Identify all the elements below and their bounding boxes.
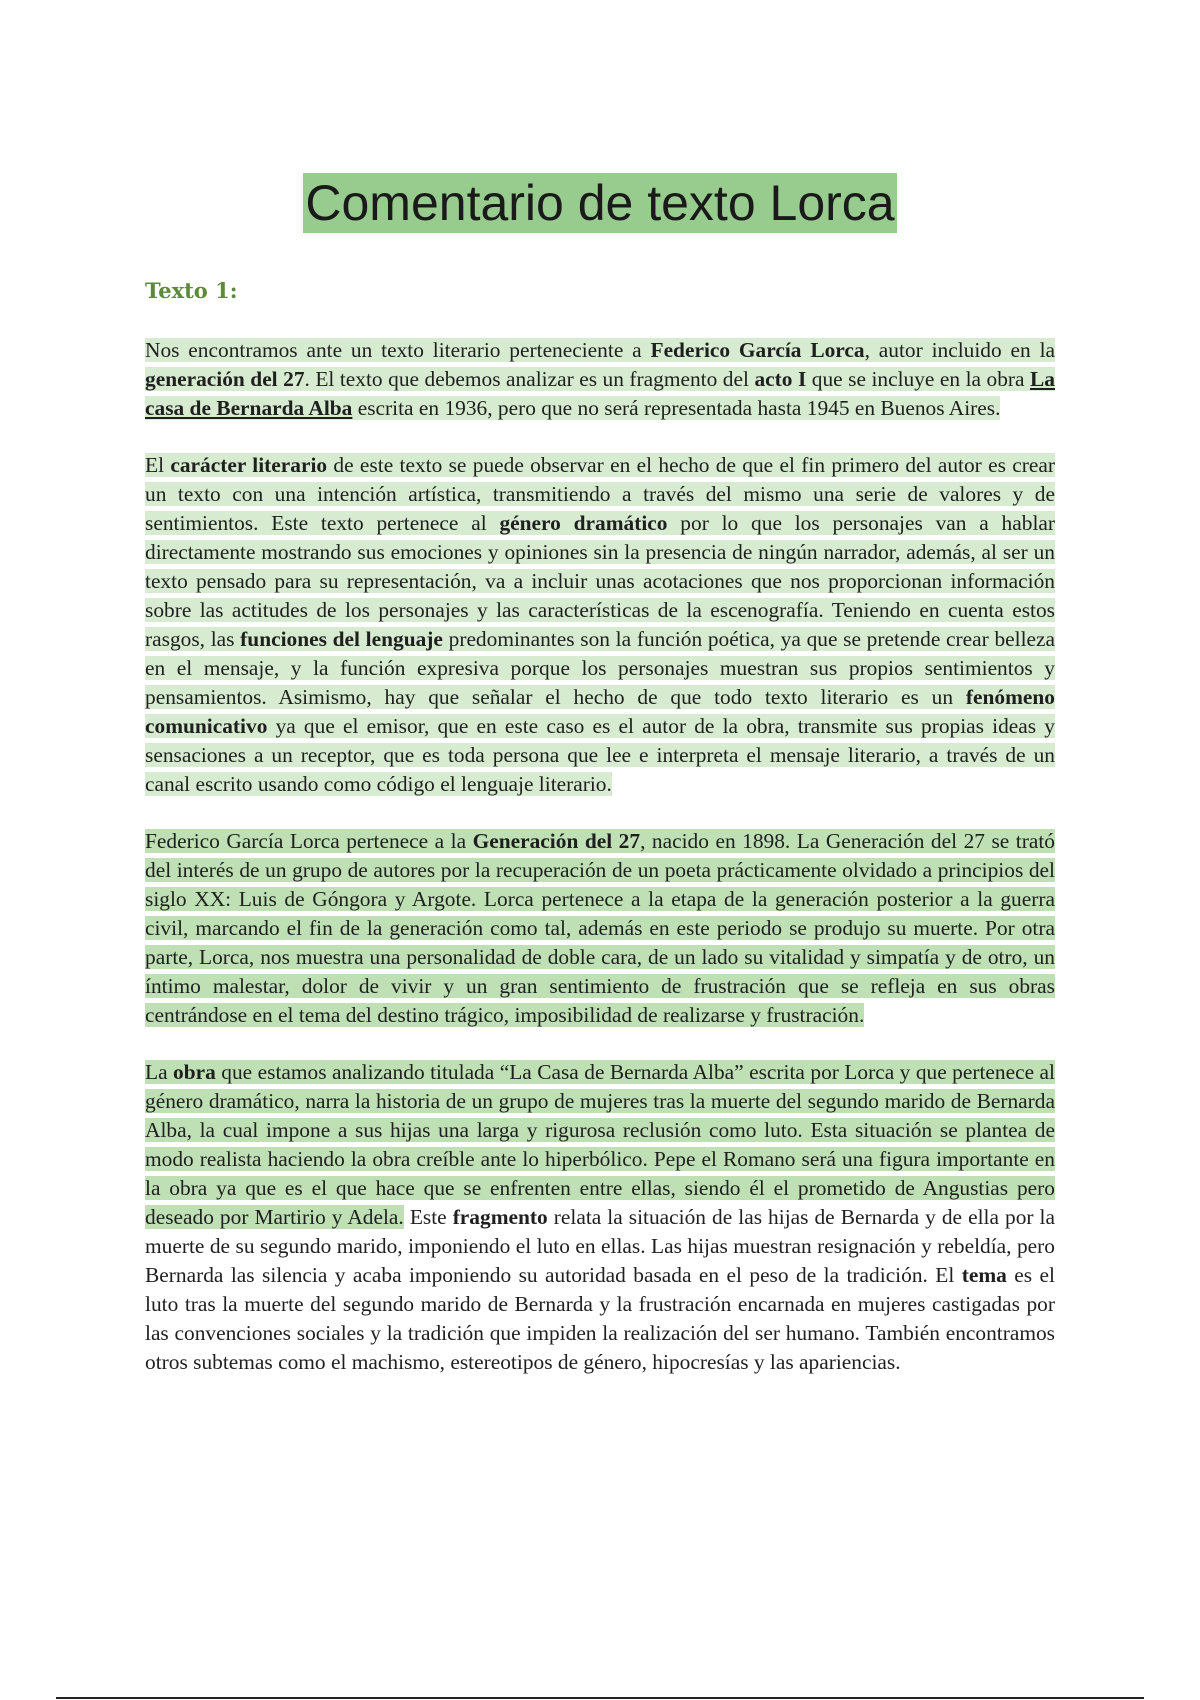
paragraph-intro — [145, 336, 1055, 423]
bold-generation: generación del 27 — [145, 367, 305, 391]
text-run: Nos encontramos ante un texto literario perteneciente a — [145, 338, 651, 362]
bold-work-title: La casa de Bernarda Alba — [145, 367, 1055, 420]
bold-fragment: fragmento — [452, 1205, 548, 1229]
bold-theme: tema — [961, 1263, 1007, 1287]
bold-language-functions: funciones del lenguaje — [240, 627, 443, 651]
bold-author: Federico García Lorca — [650, 338, 865, 362]
title-wrapper — [0, 173, 1200, 233]
paragraph-generation — [145, 827, 1055, 1030]
text-run: por lo que los personajes van a hablar directamente mostrando sus emociones y opiniones sin la presencia de ningún narrador, además, al ser un texto pensado para su representación, va a incluir unas acotaciones que nos proporcionan información sobre las actitudes de los personajes y las características de la escenografía. Teniendo en cuenta estos rasgos, las — [145, 511, 1056, 651]
footer-divider — [56, 1697, 1144, 1699]
text-run: que se incluye en la obra — [806, 367, 1031, 391]
text-run: relata la situación de las hijas de Bernarda y de ella por la muerte de su segundo marido, imponiendo el luto en ellas. Las hijas muestran resignación y rebeldía, pero Bernarda las silencia y acaba imponiendo su autoridad basada en el peso de la tradición. El — [145, 1205, 1055, 1287]
bold-literary-character: carácter literario — [170, 453, 328, 477]
bold-work: obra — [173, 1060, 216, 1084]
text-run: ya que el emisor, que en este caso es el autor de la obra, transmite sus propias ideas y sensaciones a un receptor, que es toda persona que lee e interpreta el mensaje literario, a través de un canal escrito usando como código el lenguaje literario. — [145, 714, 1055, 796]
text-run: que estamos analizando titulada “La Casa de Bernarda Alba” escrita por Lorca y que pertenece al género dramático, narra la historia de un grupo de mujeres tras la muerte del segundo marido de Bernarda Alba, la cual impone a sus hijas una larga y rigurosa reclusión como luto. Esta situación se plantea de modo realista haciendo la obra creíble ante lo hiperbólico. Pepe el Romano será una figura importante en la obra ya que es el que hace que se enfrenten entre ellas, siendo él el prometido de Angustias pero deseado por Martirio y Adela. — [145, 1060, 1055, 1229]
text-run: predominantes son la función poética, ya que se pretende crear belleza en el mensaje, y la función expresiva porque los personajes muestran sus propios sentimientos y pensamientos. Asimismo, hay que señalar el hecho de que todo texto literario es un — [145, 627, 1056, 709]
text-run: El — [145, 453, 171, 477]
text-run: La — [145, 1060, 174, 1084]
text-run: . El texto que debemos analizar es un fragmento del — [304, 367, 755, 391]
text-run: , autor incluido en la — [864, 338, 1056, 362]
paragraph-work — [145, 1058, 1055, 1377]
text-run: de este texto se puede observar en el hecho de que el fin primero del autor es crear un texto con una intención artística, transmitiendo a través del mismo una serie de valores y de sentimientos. Este texto pertenece al — [145, 453, 1055, 535]
document-body — [145, 336, 1055, 1405]
text-run: Este — [403, 1205, 453, 1229]
page-title: Comentario de texto Lorca — [305, 175, 895, 231]
bold-genre: género dramático — [499, 511, 668, 535]
bold-communicative: fenómeno comunicativo — [145, 685, 1055, 738]
text-run: escrita en 1936, pero que no será representada hasta 1945 en Buenos Aires. — [352, 396, 1001, 420]
section-heading: Texto 1: — [145, 278, 238, 303]
text-run: Federico García Lorca pertenece a la — [145, 829, 473, 853]
bold-act: acto I — [754, 367, 807, 391]
text-run: es el luto tras la muerte del segundo marido de Bernarda y la frustración encarnada en mujeres castigadas por las convenciones sociales y la tradición que impiden la realización del ser humano. También encontramos otros subtemas como el machismo, estereotipos de género, hipocresías y las apariencias. — [145, 1263, 1055, 1374]
bold-generation-27: Generación del 27 — [472, 829, 641, 853]
text-run: , nacido en 1898. La Generación del 27 se trató del interés de un grupo de autores por la recuperación de un poeta prácticamente olvidado a principios del siglo XX: Luis de Góngora y Argote. Lorca pertenece a la etapa de la generación posterior a la guerra civil, marcando el fin de la generación como tal, además en este periodo se produjo su muerte. Por otra parte, Lorca, nos muestra una personalidad de doble cara, de un lado su vitalidad y simpatía y de otro, un íntimo malestar, dolor de vivir y un gran sentimiento de frustración que se refleja en sus obras centrándose en el tema del destino trágico, imposibilidad de realizarse y frustración. — [145, 829, 1055, 1027]
paragraph-literary-character — [145, 451, 1055, 799]
